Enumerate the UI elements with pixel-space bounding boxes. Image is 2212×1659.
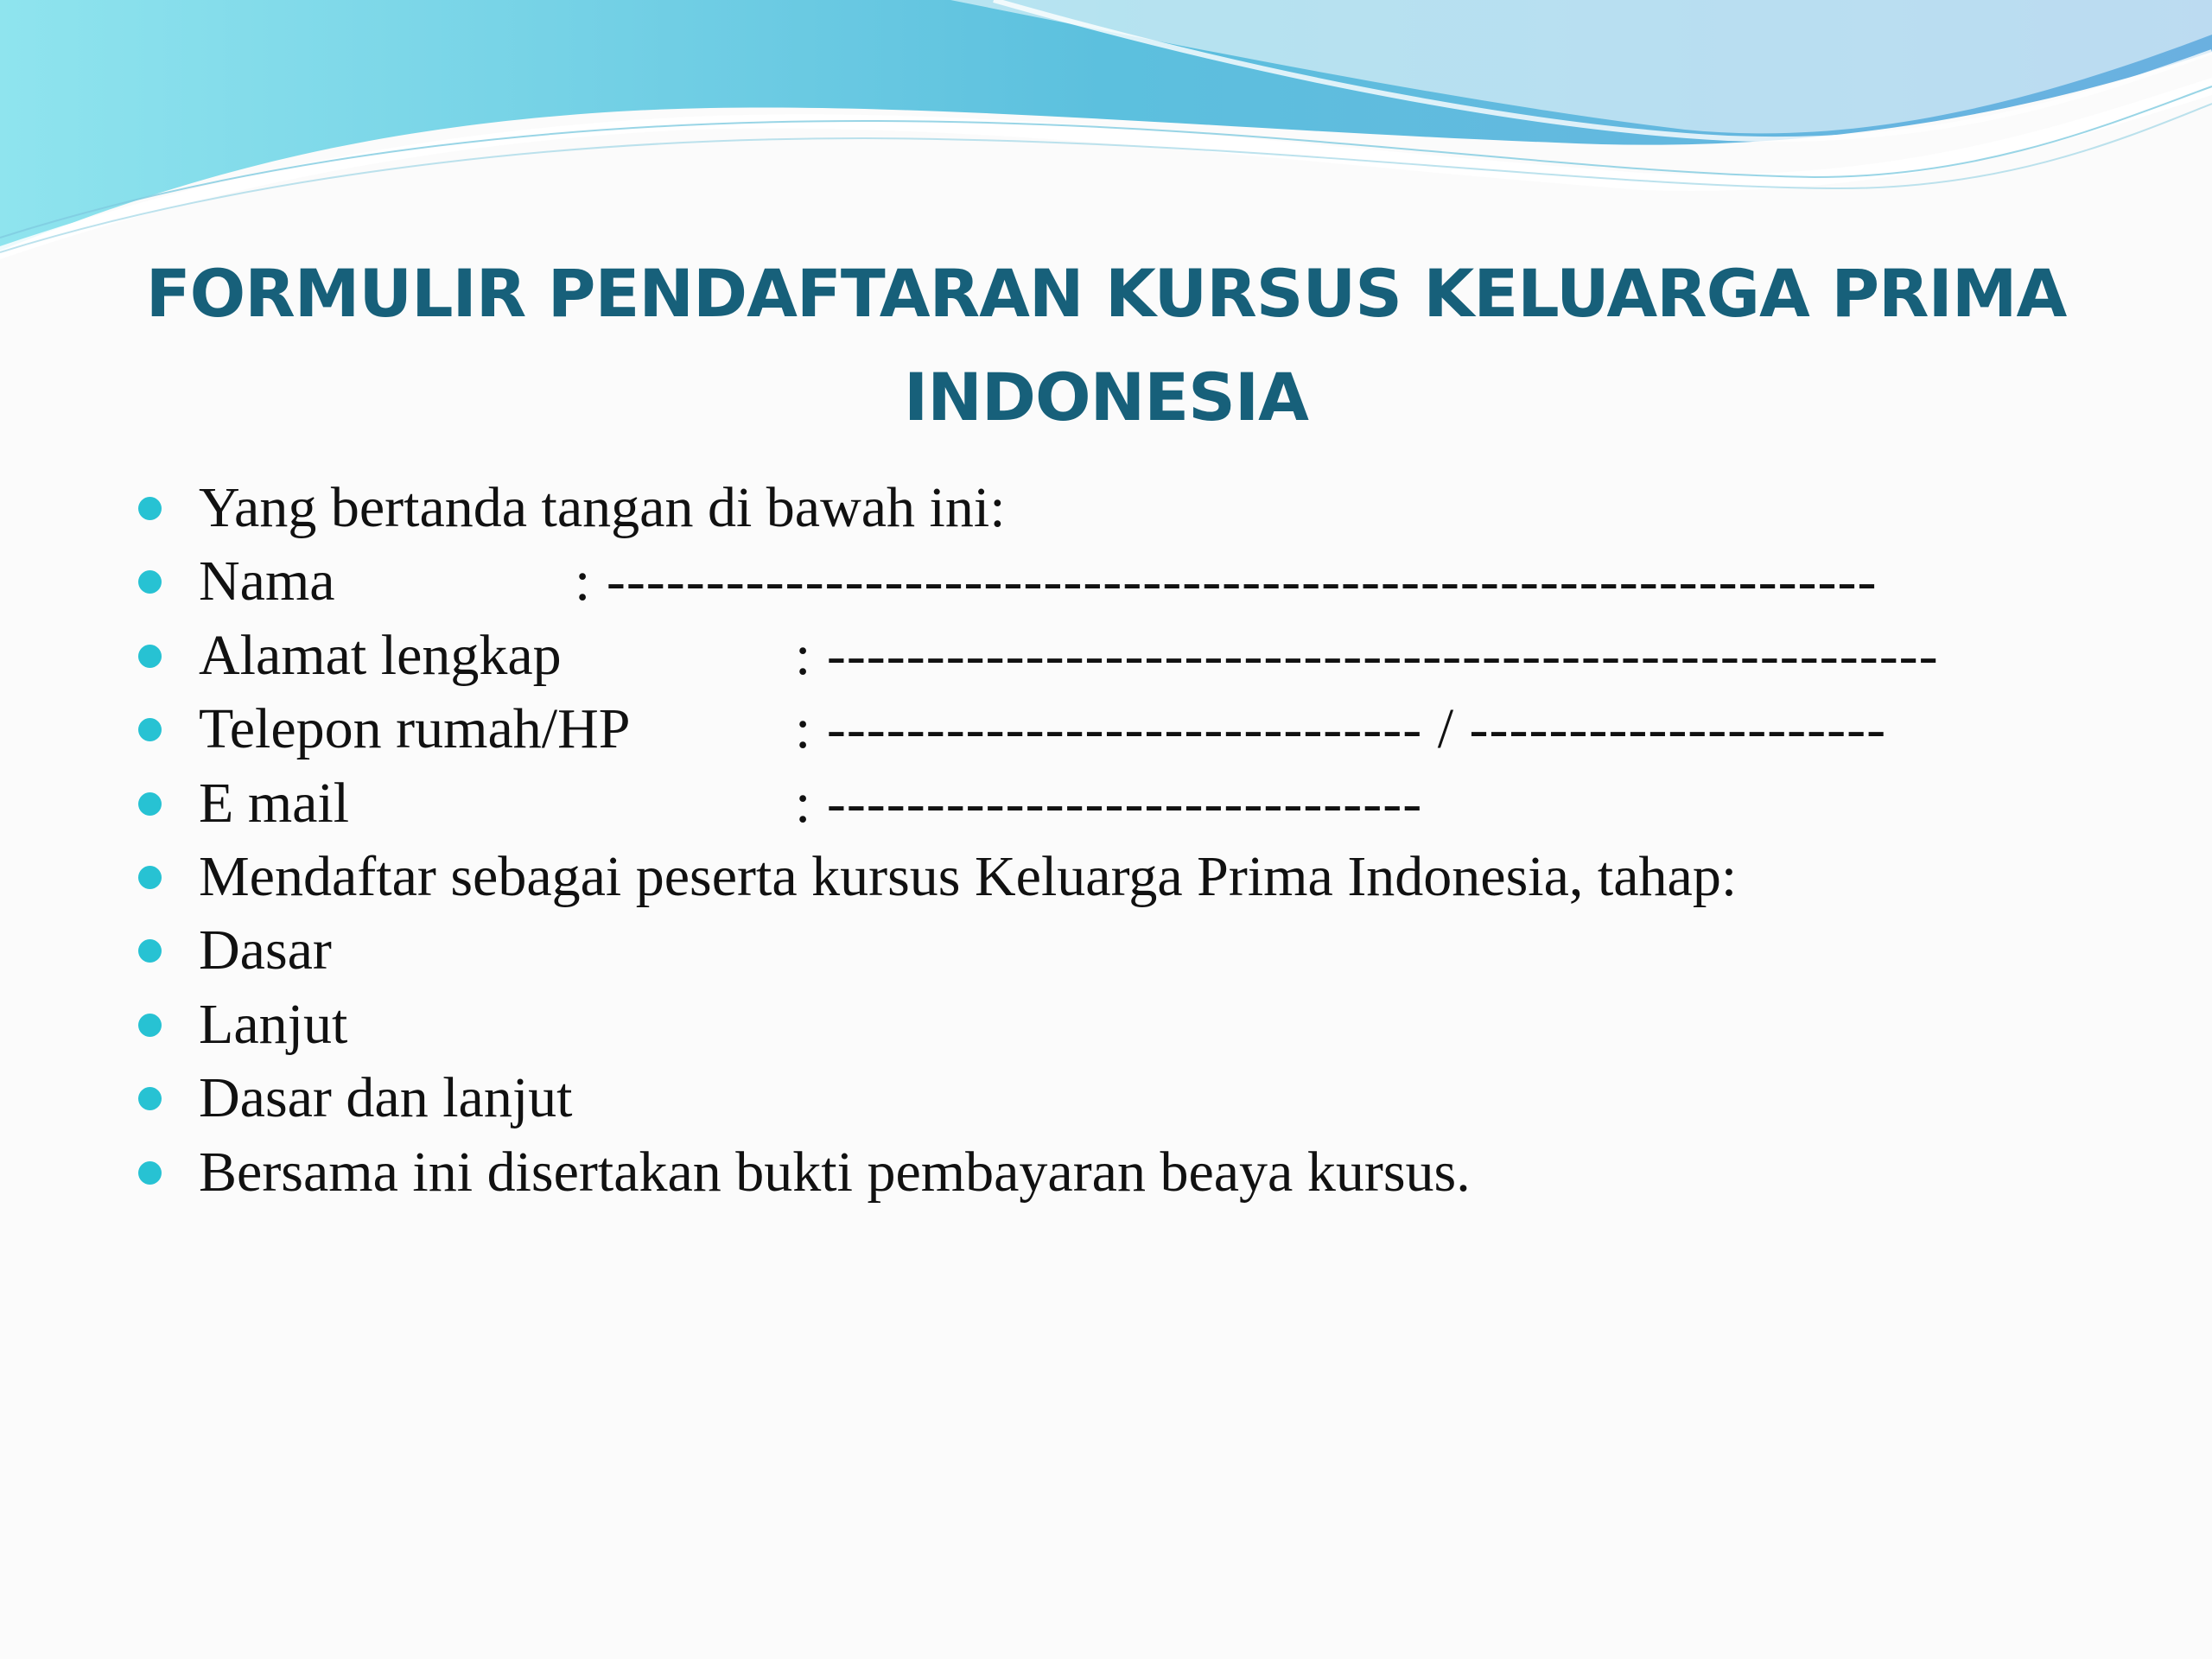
- bullet-icon: [138, 866, 162, 889]
- bullet-icon: [138, 1087, 162, 1110]
- option-dasar-dan-lanjut[interactable]: Dasar dan lanjut: [199, 1066, 573, 1130]
- pembayaran-text: Bersama ini disertakan bukti pembayaran beaya kursus.: [199, 1140, 1471, 1204]
- bullet-icon: [138, 1161, 162, 1185]
- nama-field[interactable]: : ----------------------------------------------------------------: [575, 550, 1878, 613]
- alamat-label: Alamat lengkap: [199, 623, 562, 687]
- telepon-field[interactable]: : ------------------------------ / ---------------------: [795, 697, 1887, 761]
- form-field-list: [0, 471, 2212, 1209]
- option-lanjut[interactable]: Lanjut: [199, 992, 348, 1056]
- form-title-line-1: FORMULIR PENDAFTARAN KURSUS KELUARGA PRIMA: [145, 255, 2067, 332]
- form-title: [0, 242, 2212, 449]
- list-item-dasar: [0, 913, 2212, 987]
- list-item-nama: [0, 544, 2212, 618]
- bullet-icon: [138, 497, 162, 520]
- list-item-dasar-dan-lanjut: [0, 1061, 2212, 1135]
- telepon-label: Telepon rumah/HP: [199, 697, 631, 761]
- alamat-field[interactable]: : --------------------------------------------------------: [795, 623, 1939, 687]
- bullet-icon: [138, 718, 162, 741]
- list-item-intro: [0, 471, 2212, 544]
- list-item-telepon: [0, 692, 2212, 766]
- option-dasar[interactable]: Dasar: [199, 918, 332, 982]
- mendaftar-text: Mendaftar sebagai peserta kursus Keluarga Prima Indonesia, tahap:: [199, 844, 1738, 908]
- bullet-icon: [138, 645, 162, 668]
- list-item-lanjut: [0, 988, 2212, 1061]
- header-wave-decoration: [0, 0, 2212, 259]
- list-item-alamat: [0, 619, 2212, 692]
- bullet-icon: [138, 792, 162, 816]
- bullet-icon: [138, 1014, 162, 1037]
- list-item-pembayaran: [0, 1135, 2212, 1209]
- bullet-icon: [138, 939, 162, 963]
- bullet-icon: [138, 570, 162, 594]
- form-title-line-2: INDONESIA: [904, 359, 1308, 435]
- email-field[interactable]: : ------------------------------: [795, 771, 1423, 835]
- intro-text: Yang bertanda tangan di bawah ini:: [199, 476, 1006, 539]
- list-item-mendaftar: [0, 840, 2212, 913]
- list-item-email: [0, 766, 2212, 840]
- email-label: E mail: [199, 771, 350, 835]
- nama-label: Nama: [199, 550, 335, 613]
